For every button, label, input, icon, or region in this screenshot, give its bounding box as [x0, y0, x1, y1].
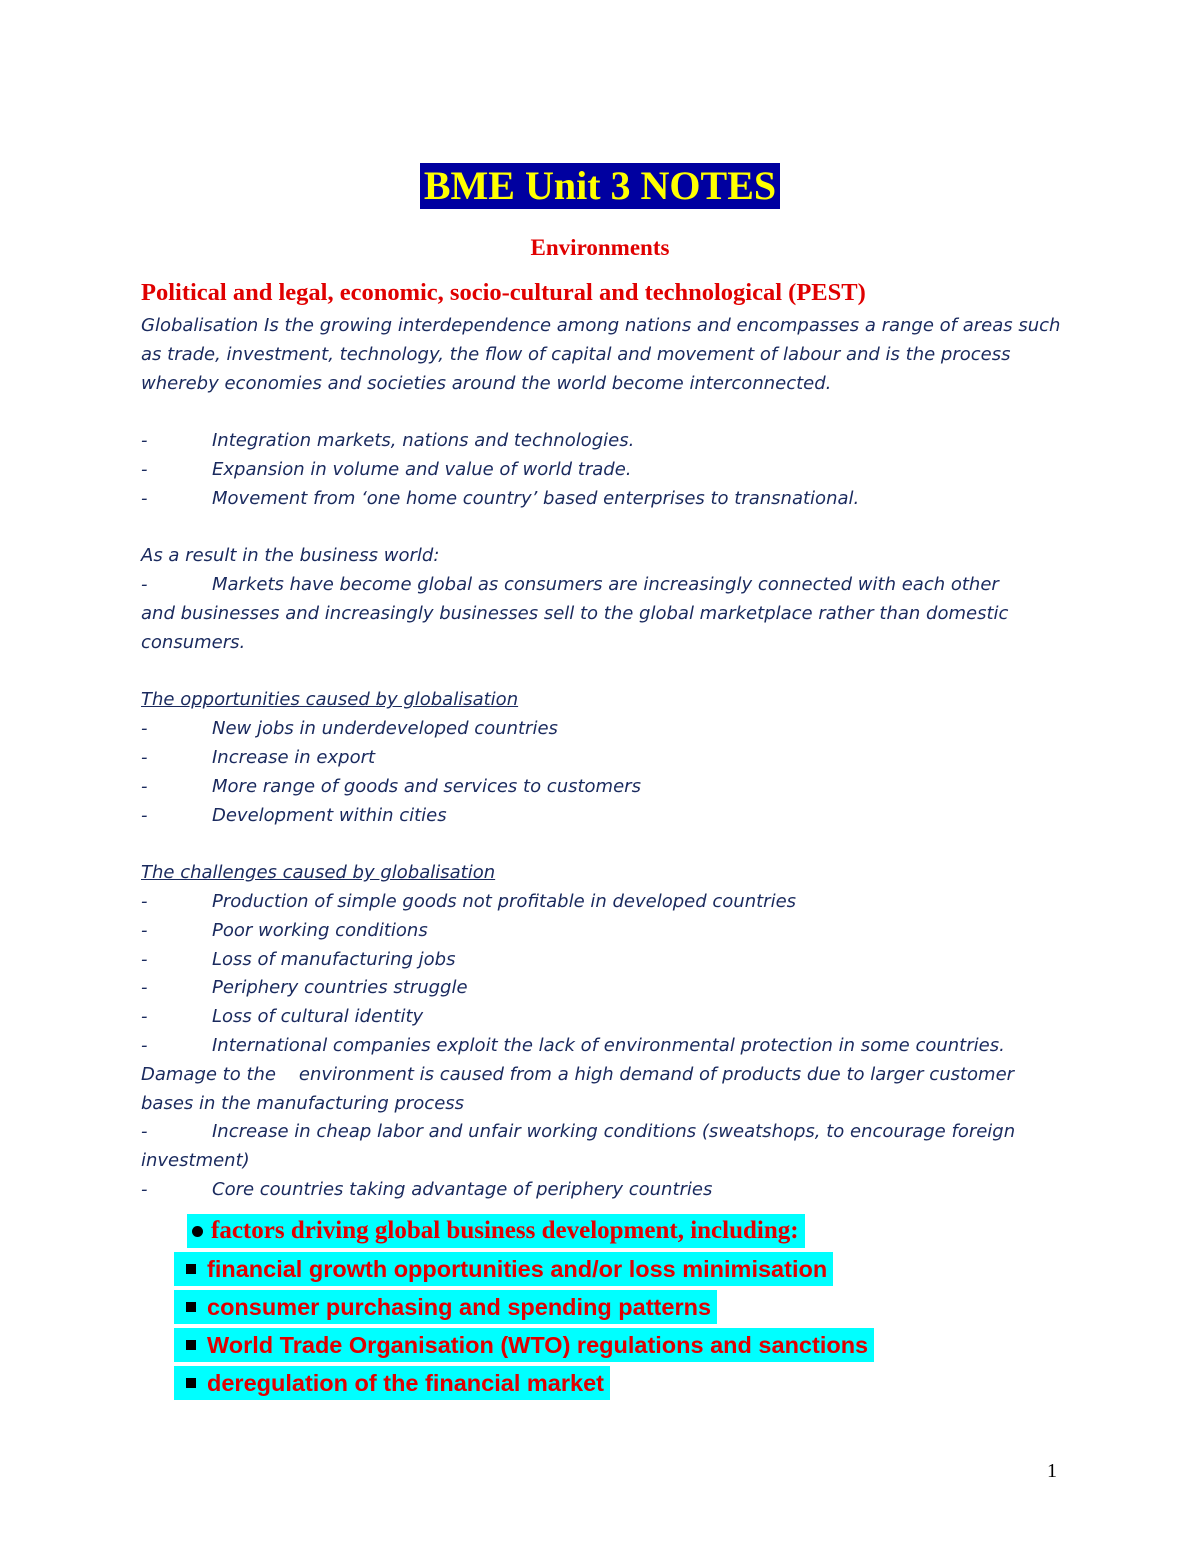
dash-marker: - — [141, 1121, 148, 1143]
list-item-text: Increase in export — [212, 746, 376, 768]
dash-marker: - — [141, 1034, 148, 1056]
intro-paragraph: Globalisation Is the growing interdependence among nations and encompasses a range of areas such as trade, investment, technology, the flow of capital and movement of labour and is the process whereby economies and societies around the world become interconnected. — [141, 315, 1061, 394]
title-wrapper — [0, 163, 1200, 209]
list-item — [141, 571, 1066, 600]
list-item-text: International companies exploit the lack of environmental protection in some countries. — [212, 1034, 1005, 1056]
page-number: 1 — [1047, 1460, 1057, 1482]
list-item-text: Production of simple goods not profitable in developed countries — [212, 890, 797, 912]
list-item-continuation: investment) — [141, 1150, 250, 1172]
list-item — [141, 802, 1066, 831]
dash-marker: - — [141, 1178, 148, 1200]
highlighted-item-text: deregulation of the financial market — [207, 1366, 610, 1400]
challenges-heading: The challenges caused by globalisation — [141, 862, 496, 884]
dash-marker: - — [141, 487, 148, 509]
dash-marker: - — [141, 458, 148, 480]
square-bullet-icon — [174, 1290, 207, 1324]
list-item — [141, 1003, 1066, 1032]
dash-marker: - — [141, 574, 148, 596]
list-item-text: Loss of cultural identity — [212, 1006, 424, 1028]
list-item — [141, 427, 1066, 456]
square-bullet-icon — [174, 1366, 207, 1400]
list-item — [141, 1176, 1066, 1205]
list-item — [141, 974, 1066, 1003]
dash-marker: - — [141, 919, 148, 941]
highlighted-item — [141, 1288, 874, 1326]
highlighted-item-text: World Trade Organisation (WTO) regulations and sanctions — [207, 1328, 874, 1362]
list-item — [141, 744, 1066, 773]
list-item-text: Development within cities — [212, 804, 447, 826]
list-item — [141, 456, 1066, 485]
dash-marker: - — [141, 804, 148, 826]
highlighted-list — [141, 1212, 874, 1402]
dash-marker: - — [141, 890, 148, 912]
dash-marker: - — [141, 775, 148, 797]
highlighted-item — [141, 1326, 874, 1364]
dash-marker: - — [141, 1006, 148, 1028]
list-item-text: Markets have become global as consumers are increasingly connected with each other — [212, 574, 999, 596]
square-bullet-icon — [174, 1328, 207, 1362]
list-item-text: Increase in cheap labor and unfair working conditions (sweatshops, to encourage foreign — [212, 1121, 1016, 1143]
square-bullet-icon — [174, 1252, 207, 1286]
highlighted-item — [141, 1250, 874, 1288]
body-text — [141, 312, 1066, 1205]
list-item-text: Integration markets, nations and technologies. — [212, 430, 635, 452]
list-item — [141, 1118, 1066, 1147]
list-item — [141, 773, 1066, 802]
list-item-text: More range of goods and services to customers — [212, 775, 641, 797]
highlighted-item-text: financial growth opportunities and/or loss minimisation — [207, 1252, 833, 1286]
list-item — [141, 917, 1066, 946]
list-item-text: Movement from ‘one home country’ based enterprises to transnational. — [212, 487, 860, 509]
list-item — [141, 888, 1066, 917]
list-item-text: Expansion in volume and value of world trade. — [212, 458, 632, 480]
highlighted-item — [141, 1364, 874, 1402]
result-point-continuation: and businesses and increasingly businesses sell to the global marketplace rather than domestic consumers. — [141, 602, 1009, 653]
highlighted-heading: factors driving global business development, including: — [207, 1214, 805, 1248]
list-item-text: Poor working conditions — [212, 919, 428, 941]
list-item-text: Periphery countries struggle — [212, 977, 468, 999]
result-heading: As a result in the business world: — [141, 545, 440, 567]
list-item-text: Core countries taking advantage of periphery countries — [212, 1178, 713, 1200]
dash-marker: - — [141, 746, 148, 768]
damage-paragraph: Damage to the environment is caused from a high demand of products due to larger customer bases in the manufacturing process — [141, 1063, 1015, 1114]
list-item — [141, 715, 1066, 744]
section-subtitle: Environments — [530, 235, 670, 260]
highlighted-item-text: consumer purchasing and spending patterns — [207, 1290, 717, 1324]
list-item — [141, 1032, 1066, 1061]
dash-marker: - — [141, 948, 148, 970]
document-title: BME Unit 3 NOTES — [420, 163, 780, 209]
pest-heading: Political and legal, economic, socio-cultural and technological (PEST) — [141, 279, 866, 306]
round-bullet-icon — [187, 1214, 207, 1248]
highlighted-heading-row — [141, 1212, 874, 1250]
opportunities-heading: The opportunities caused by globalisation — [141, 689, 519, 711]
dash-marker: - — [141, 977, 148, 999]
dash-marker: - — [141, 430, 148, 452]
list-item — [141, 946, 1066, 975]
list-item — [141, 485, 1066, 514]
list-item-text: New jobs in underdeveloped countries — [212, 718, 558, 740]
list-item-text: Loss of manufacturing jobs — [212, 948, 456, 970]
dash-marker: - — [141, 718, 148, 740]
